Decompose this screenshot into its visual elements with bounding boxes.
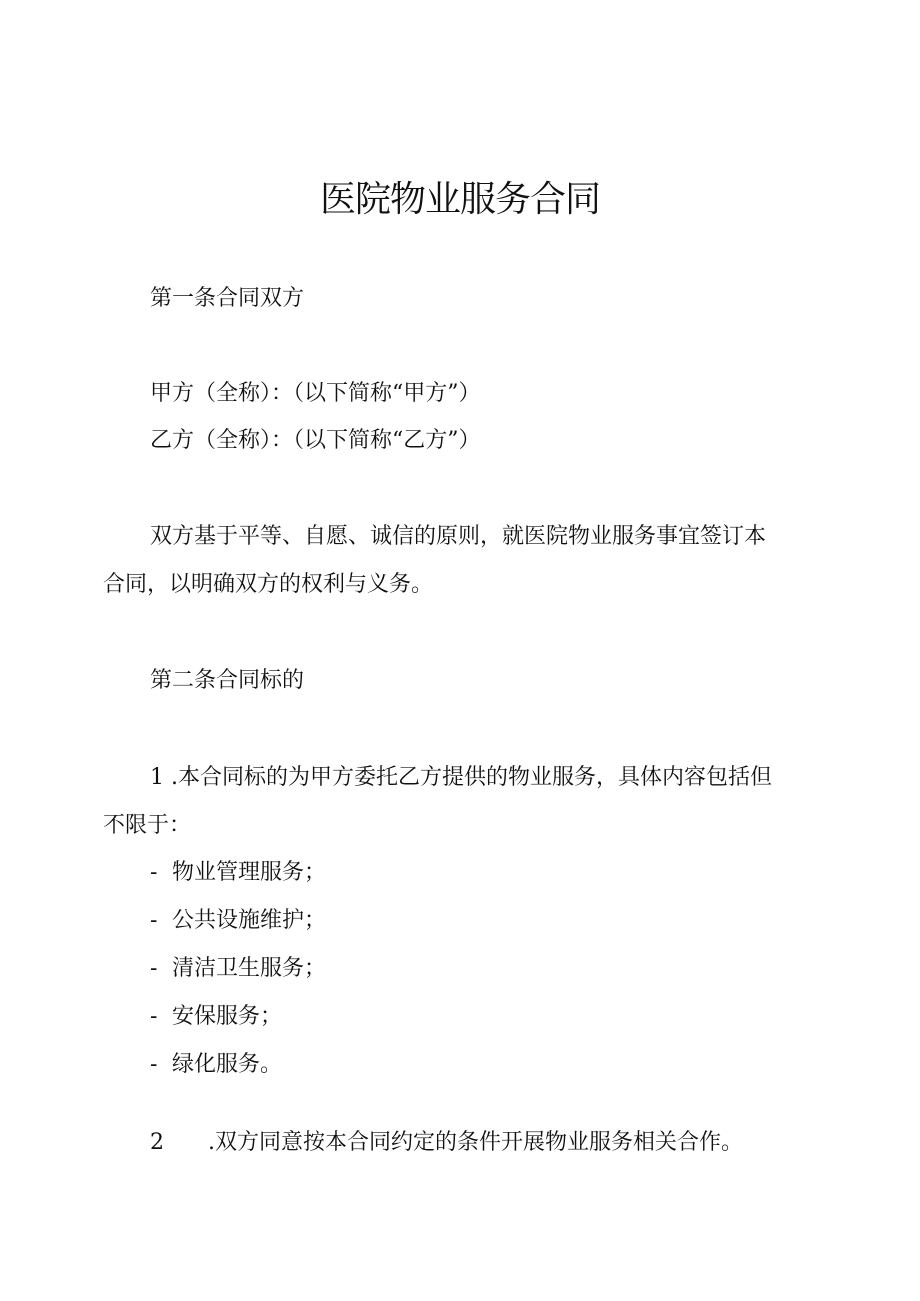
item1-line2: 不限于： xyxy=(103,813,192,838)
item2-text: .双方同意按本合同约定的条件开展物业服务相关合作。 xyxy=(208,1130,743,1155)
bullet-item xyxy=(150,1002,282,1032)
bullet-text: 公共设施维护； xyxy=(172,908,327,933)
bullet-dash: - xyxy=(150,860,158,885)
item2-line xyxy=(150,1128,743,1158)
bullet-text: 安保服务； xyxy=(172,1004,283,1029)
bullet-item xyxy=(150,906,326,936)
party-b-line: 乙方（全称）：（以下简称“乙方”） xyxy=(150,428,481,453)
bullet-item xyxy=(150,954,326,984)
article2-heading: 第二条合同标的 xyxy=(150,668,305,693)
bullet-item xyxy=(150,858,326,888)
bullet-dash: - xyxy=(150,956,158,981)
bullet-dash: - xyxy=(150,908,158,933)
party-a-line: 甲方（全称）：（以下简称“甲方”） xyxy=(150,381,481,406)
bullet-dash: - xyxy=(150,1052,158,1077)
item1-line1: 1 .本合同标的为甲方委托乙方提供的物业服务，具体内容包括但 xyxy=(150,765,772,790)
document-title: 医院物业服务合同 xyxy=(319,179,600,220)
bullet-text: 清洁卫生服务； xyxy=(172,956,327,981)
bullet-dash: - xyxy=(150,1004,158,1029)
bullet-text: 绿化服务。 xyxy=(172,1052,283,1077)
intro-paragraph-line2: 合同，以明确双方的权利与义务。 xyxy=(103,572,434,597)
item2-number: 2 xyxy=(150,1130,164,1155)
bullet-text: 物业管理服务； xyxy=(172,860,327,885)
bullet-item xyxy=(150,1050,282,1080)
intro-paragraph-line1: 双方基于平等、自愿、诚信的原则，就医院物业服务事宜签订本 xyxy=(150,524,767,549)
article1-heading: 第一条合同双方 xyxy=(150,286,305,311)
